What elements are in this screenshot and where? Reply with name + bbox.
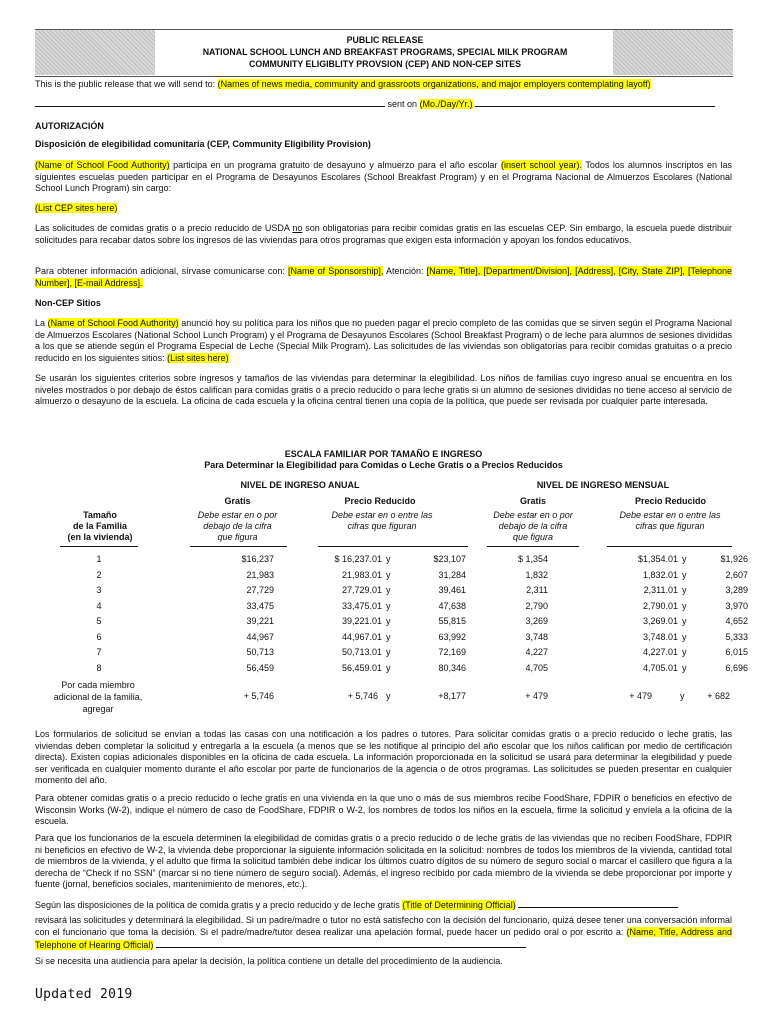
monthly-reduced-sub: Debe estar en o entre las cifras que figuran <box>619 510 721 531</box>
extra-annual-reduced-low: + 5,746 <box>347 691 378 701</box>
cep-sites-line <box>35 203 732 215</box>
monthly-reduced-high: 2,607 <box>725 569 748 580</box>
cep-title: Disposición de elegibilidad comunitaria (CEP, Community Eligibility Provision) <box>35 139 371 149</box>
joiner: y <box>386 600 391 611</box>
annual-free: 21,983 <box>246 569 274 580</box>
annual-free: 50,713 <box>246 647 274 657</box>
sfa-placeholder[interactable]: (Name of School Food Authority) <box>35 160 170 170</box>
extra-joiner-2: y <box>680 691 685 701</box>
monthly-free: 3,748 <box>525 631 548 642</box>
annual-reduced-low: $ 16,237.01 <box>334 554 382 564</box>
extra-monthly-reduced-high: + 682 <box>707 691 730 701</box>
applications-paragraph: Las solicitudes de comidas gratis o a precio reducido de USDA no son obligatorias para recibir comidas gratis en las escuelas CEP. Sin embargo, la escuela puede distribuir solicitudes para recabar datos sobre los ingresos de las viviendas para otros programas que exigen esta información y apoyan los fondos educativos. <box>35 223 732 245</box>
family-size: 1 <box>96 554 102 564</box>
monthly-reduced-low: $1,354.01 <box>637 554 678 564</box>
underline <box>60 546 138 547</box>
monthly-free: 3,269 <box>525 616 548 626</box>
header-line-2: NATIONAL SCHOOL LUNCH AND BREAKFAST PROGRAMS, SPECIAL MILK PROGRAM <box>202 47 568 57</box>
annual-free: 39,221 <box>246 616 274 626</box>
send-to-placeholder[interactable]: (Names of news media, community and grassroots organizations, and major employers contemplating layoff) <box>217 79 651 89</box>
joiner: y <box>386 585 391 595</box>
official-title-placeholder[interactable]: (Title of Determining Official) <box>402 900 516 910</box>
sites-placeholder[interactable]: (List sites here) <box>167 352 229 363</box>
joiner: y <box>386 616 391 626</box>
blank-line[interactable] <box>156 938 526 948</box>
annual-free-sub: Debe estar en o por debajo de la cifra que figura <box>197 510 278 542</box>
underline <box>318 546 468 547</box>
school-year-placeholder[interactable]: (insert school year). <box>500 160 583 170</box>
extra-member-label: Por cada miembro adicional de la familia, agregar <box>53 680 143 714</box>
family-size: 3 <box>96 585 102 595</box>
joiner: y <box>386 569 391 580</box>
annual-free: 56,459 <box>246 662 274 673</box>
family-size: 8 <box>96 662 102 673</box>
underline <box>190 546 287 547</box>
criteria-paragraph: Se usarán los siguientes criterios sobre ingresos y tamaños de las viviendas para determinar la elegibilidad. Los niños de familias cuyo ingreso anual se encuentra en los niveles mostrados o por debajo de éstos califican para comidas gratis o a precio reducido o para leche gratis si un alumno de sesiones divididas no tiene acceso al servicio de almuerzo o desayuno de la escuela. La oficina de cada escuela y la oficina central tienen una copia de la política, que puede ser revisada por cualquier parte interesada. <box>35 373 732 407</box>
annual-reduced-high: 39,461 <box>438 585 466 595</box>
monthly-reduced-high: 6,696 <box>725 662 748 673</box>
annual-reduced-sub: Debe estar en o entre las cifras que figuran <box>331 510 433 531</box>
monthly-free: 4,705 <box>525 662 548 673</box>
monthly-reduced-high: 5,333 <box>725 631 748 642</box>
monthly-reduced-high: 3,970 <box>725 600 748 611</box>
noncep-title: Non-CEP Sitios <box>35 298 101 308</box>
extra-joiner: y <box>386 691 391 701</box>
family-size: 4 <box>96 600 102 611</box>
monthly-reduced-low: 3,269.01 <box>642 616 678 626</box>
joiner: y <box>682 600 687 611</box>
joiner: y <box>386 647 391 657</box>
joiner: y <box>386 631 391 642</box>
annual-reduced-high: 63,992 <box>438 631 466 642</box>
hearing-official-placeholder[interactable]: (Name, Title, Address and Telephone of Hearing Official) <box>35 926 732 951</box>
joiner: y <box>682 554 687 564</box>
blank-line[interactable] <box>35 97 385 107</box>
forms-paragraph: Los formularios de solicitud se envían a todas las casas con una notificación a los padres o tutores. Para solicitar comidas gratis o a precio reducido o leche gratis, las viviendas deben completar la solicitud y entregarla a la escuela (a menos que se les notifique al principio del año escolar que los niños califican por medio de certificación directa). Existen copias adicionales disponibles en la oficina de cada escuela. La información proporcionada en la solicitud se usará para determinar la elegibilidad y puede ser verificada en cualquier momento durante el año escolar por parte de funcionarios de la agencia o de otros programas. Las solicitudes se pueden presentar en cualquier momento del año. <box>35 729 732 786</box>
contact-paragraph: Para obtener información adicional, sírvase comunicarse con: [Name of Sponsorship], Atención: [Name, Title], [Department/Division], [Address], [City, State ZIP], [Telephone Number], [E-mail Address]. <box>35 266 732 288</box>
family-size: 6 <box>96 631 102 642</box>
joiner: y <box>682 631 687 642</box>
annual-reduced-low: 50,713.01 <box>341 647 382 657</box>
monthly-free: 4,227 <box>525 647 548 657</box>
extra-monthly-free: + 479 <box>525 691 548 701</box>
annual-header: NIVEL DE INGRESO ANUAL <box>240 480 360 490</box>
table-title: ESCALA FAMILIAR POR TAMAÑO E INGRESO <box>284 449 483 459</box>
annual-free: 44,967 <box>246 631 274 642</box>
hearing-paragraph: Si se necesita una audiencia para apelar la decisión, la política contiene un detalle del procedimiento de la audiencia. <box>35 956 503 966</box>
annual-reduced-high: 72,169 <box>438 647 466 657</box>
annual-free: $16,237 <box>241 554 274 564</box>
send-to-line <box>35 79 732 91</box>
underline <box>607 546 732 547</box>
annual-reduced-low: 56,459.01 <box>341 662 382 673</box>
annual-reduced-high: 80,346 <box>438 662 466 673</box>
eligibility-paragraph: Para que los funcionarios de la escuela determinen la elegibilidad de comidas gratis o a precio reducido o de leche gratis de las viviendas que no reciben FoodShare, FDPIR ni beneficios en efectivo de W-2, la vivienda debe proporcionar la siguiente información solicitada en la solicitud: nombres de todos los miembros de la vivienda, cantidad total de miembros de la vivienda, y el adulto que firma la solicitud también debe indicar los últimos cuatro dígitos de su número de seguro social o marcar el casillero que figura a la derecha de “Check if no SSN” (marcar si no tiene número de seguro social). Además, el ingreso recibido por cada miembro de la vivienda se debe proporcionar por importe y fuente (jornal, beneficios sociales, mantenimiento de menores, etc.). <box>35 833 732 890</box>
joiner: y <box>682 616 687 626</box>
joiner: y <box>386 662 391 673</box>
table-subtitle: Para Determinar la Elegibilidad para Comidas o Leche Gratis o a Precios Reducidos <box>204 460 563 470</box>
foodshare-paragraph: Para obtener comidas gratis o a precio reducido o leche gratis en una vivienda en la que uno o más de sus miembros recibe FoodShare, FDPIR o beneficios en efectivo de Wisconsin Works (W-2), indique el número de caso de FoodShare, FDPIR o W-2, los nombres de todos los niños en la escuela, firme la solicitud y envíela a la oficina de la escuela. <box>35 793 732 827</box>
monthly-reduced-high: 6,015 <box>725 647 748 657</box>
annual-reduced-low: 39,221.01 <box>341 616 382 626</box>
sent-on-line <box>35 97 732 111</box>
monthly-reduced-low: 1,832.01 <box>642 569 678 580</box>
monthly-free: 2,311 <box>526 585 548 595</box>
annual-free: 33,475 <box>246 600 274 611</box>
monthly-reduced-low: 3,748.01 <box>642 631 678 642</box>
joiner: y <box>682 585 687 595</box>
annual-reduced-header: Precio Reducido <box>344 496 416 506</box>
contact-placeholder[interactable]: [Name, Title], [Department/Division], [Address], [City, State ZIP], [Telephone Number], [E-mail Address]. <box>35 266 732 288</box>
monthly-free: 2,790 <box>525 600 548 611</box>
underline <box>487 546 579 547</box>
joiner: y <box>386 554 391 564</box>
annual-reduced-low: 44,967.01 <box>341 631 382 642</box>
monthly-free-sub: Debe estar en o por debajo de la cifra que figura <box>493 510 573 542</box>
monthly-reduced-low: 2,311.01 <box>643 585 678 595</box>
annual-reduced-high: $23,107 <box>433 554 466 564</box>
joiner: y <box>682 569 687 580</box>
monthly-reduced-high: $1,926 <box>720 554 748 564</box>
annual-reduced-high: 55,815 <box>438 616 466 626</box>
cep-paragraph: (Name of School Food Authority) participa en un programa gratuito de desayuno y almuerzo para el año escolar (insert school year). Todos los alumnos inscriptos en las siguientes escuelas pueden participar en el Programa de Desayunos Escolares (School Breakfast Program) y en el Programa Nacional de Almuerzos Escolares (National School Lunch Program) sin cargo: <box>35 160 732 194</box>
monthly-reduced-high: 4,652 <box>725 616 748 626</box>
annual-free-header: Gratis <box>224 496 251 506</box>
monthly-reduced-low: 4,227.01 <box>642 647 678 657</box>
monthly-reduced-low: 2,790.01 <box>642 600 678 611</box>
auth-title: AUTORIZACIÓN <box>35 121 104 131</box>
annual-reduced-high: 47,638 <box>438 600 466 611</box>
monthly-reduced-low: 4,705.01 <box>642 662 678 673</box>
extra-annual-free: + 5,746 <box>243 691 274 701</box>
blank-line[interactable] <box>518 898 678 908</box>
extra-monthly-reduced-low: + 479 <box>629 691 652 701</box>
annual-reduced-high: 31,284 <box>438 569 466 580</box>
sent-on-label: sent on <box>387 99 418 109</box>
updated-label: Updated 2019 <box>35 987 133 1002</box>
sponsor-placeholder[interactable]: [Name of Sponsorship], <box>288 266 384 276</box>
monthly-free: 1,832 <box>525 569 548 580</box>
family-size: 2 <box>96 569 102 580</box>
date-placeholder[interactable]: (Mo./Day/Yr.) <box>419 99 473 109</box>
header-line-3: COMMUNITY ELIGIBLITY PROVSION (CEP) AND NON-CEP SITES <box>249 59 521 69</box>
monthly-reduced-header: Precio Reducido <box>634 496 706 506</box>
sfa-placeholder-2[interactable]: (Name of School Food Authority) <box>47 318 179 328</box>
header-title <box>155 29 615 75</box>
monthly-free-header: Gratis <box>519 496 546 506</box>
monthly-reduced-high: 3,289 <box>725 585 748 595</box>
family-size: 7 <box>96 647 102 657</box>
annual-reduced-low: 21,983.01 <box>341 569 382 580</box>
monthly-free: $ 1,354 <box>517 554 548 564</box>
noncep-paragraph: La (Name of School Food Authority) anunció hoy su política para los niños que no pueden pagar el precio completo de las comidas que se sirven según el Programa Nacional de Almuerzos Escolares (National School Lunch Program) y el Programa de Desayunos Escolares (School Breakfast Program) o de leche para alumnos de sesiones divididas a los que se atiende según el Programa Especial de Leche (Special Milk Program). Las solicitudes de las viviendas son obligatorias para recibir comidas gratuitas o a precio reducido en los siguientes sitios: (List sites here) <box>35 318 732 363</box>
header-line-1: PUBLIC RELEASE <box>346 35 424 45</box>
send-to-label: This is the public release that we will send to: <box>35 79 216 89</box>
annual-reduced-low: 33,475.01 <box>341 600 382 611</box>
family-size-header: Tamaño de la Familia (en la vivienda) <box>67 510 133 542</box>
policy-line: Según las disposiciones de la política de comida gratis y a precio reducido y de leche gratis (Title of Determining Official) <box>35 898 732 912</box>
monthly-header: NIVEL DE INGRESO MENSUAL <box>536 480 670 490</box>
joiner: y <box>682 647 687 657</box>
blank-line[interactable] <box>475 97 715 107</box>
family-size: 5 <box>96 616 102 626</box>
appeal-paragraph: revisará las solicitudes y determinará la elegibilidad. Si un padre/madre o tutor no está satisfecho con la decisión del funcionario, quizá desee tener una conversación informal con el funcionario que toma la decisión. Si el padre/madre/tutor desea realizar una apelación formal, puede hacer un pedido oral o por escrito a: (Name, Title, Address and Telephone of Hearing Official) <box>35 915 732 951</box>
annual-reduced-low: 27,729.01 <box>341 585 382 595</box>
joiner: y <box>682 662 687 673</box>
annual-free: 27,729 <box>246 585 274 595</box>
extra-annual-reduced-high: +8,177 <box>438 691 466 701</box>
cep-sites-placeholder[interactable]: (List CEP sites here) <box>35 203 118 213</box>
